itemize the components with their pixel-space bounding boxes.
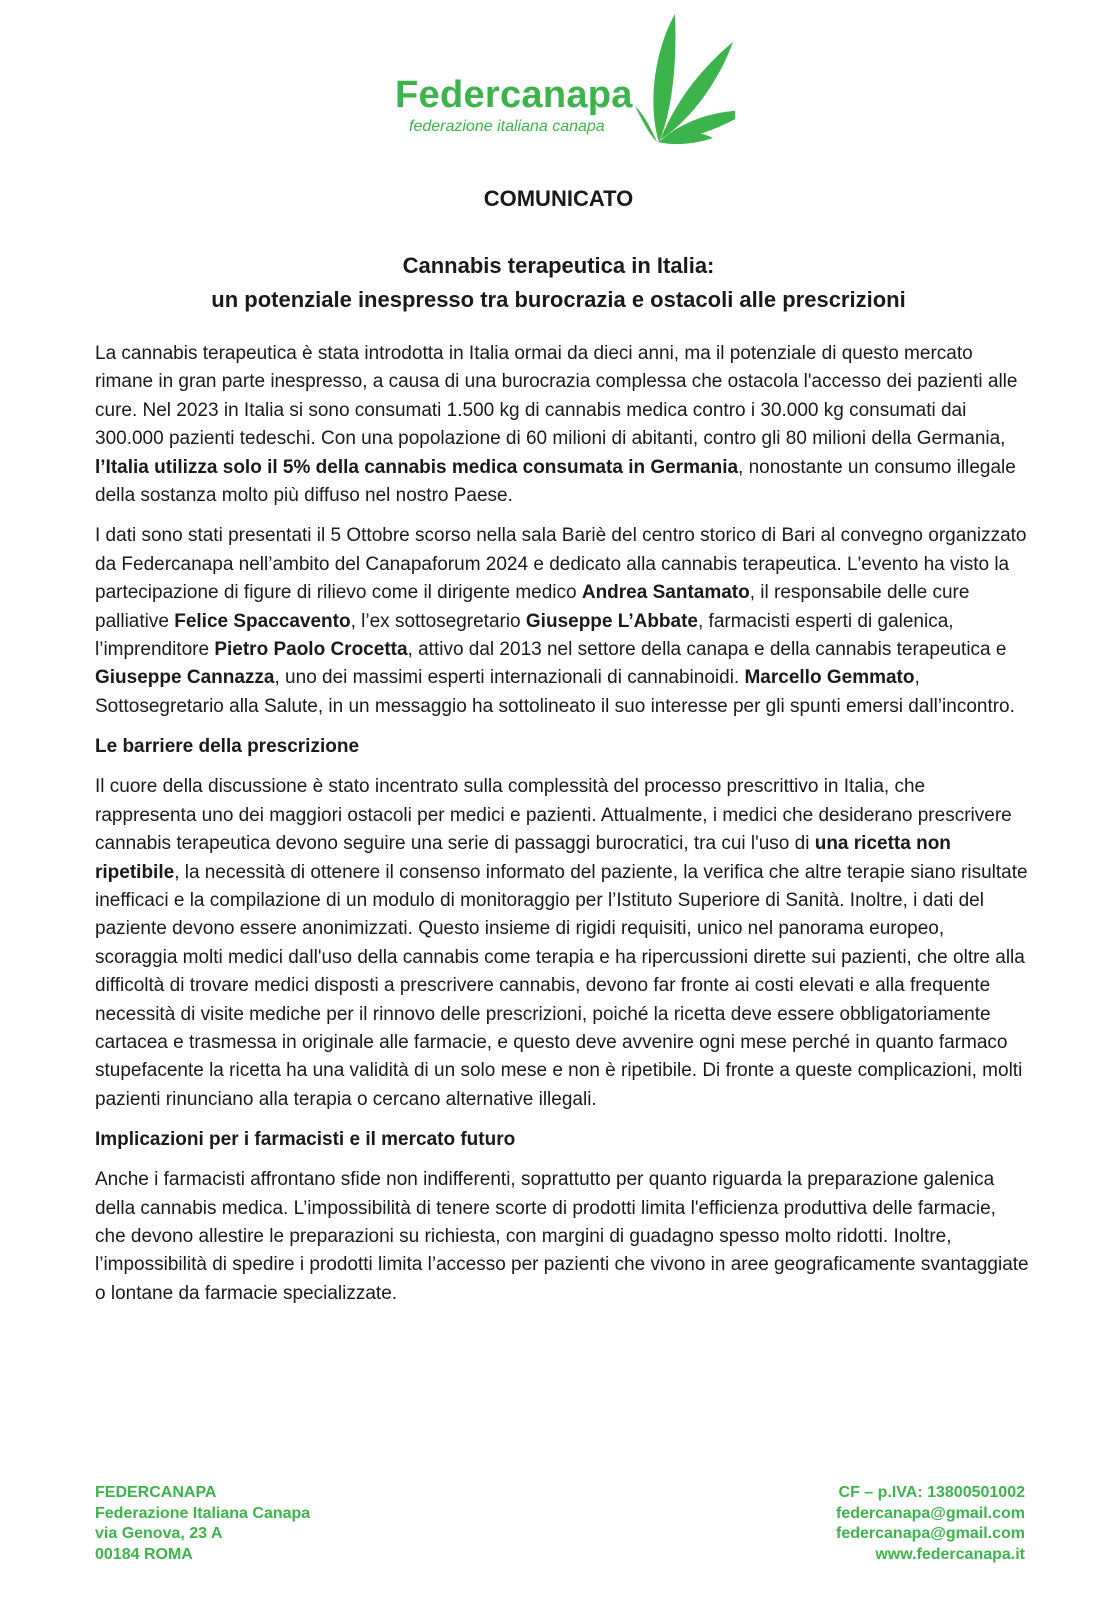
paragraph-event: I dati sono stati presentati il 5 Ottobre scorso nella sala Bariè del centro storico di Bari al convegno organizzato da Federcanapa nell’ambito del Canapaforum 2024 e dedicato alla cannabis terapeutica. L'evento ha visto la partecipazione di figure di rilievo come il dirigente medico Andrea Santamato, il responsabile delle cure palliative Felice Spaccavento, l’ex sottosegretario Giuseppe L’Abbate, farmacisti esperti di galenica, l’imprenditore Pietro Paolo Crocetta, attivo dal 2013 nel settore della canapa e della cannabis terapeutica e Giuseppe Cannazza, uno dei massimi esperti internazionali di cannabinoidi. Marcello Gemmato, Sottosegretario alla Salute, in un messaggio ha sottolineato il suo interesse per gli spunti emersi dall’incontro.: [95, 525, 1027, 717]
footer-contacts: [836, 1483, 1025, 1565]
footer-org-full-name: Federazione Italiana Canapa: [95, 1504, 311, 1522]
title-line-2: un potenziale inespresso tra burocrazia e ostacoli alle prescrizioni: [211, 287, 906, 312]
paragraph-pharmacists: Anche i farmacisti affrontano sfide non indifferenti, soprattutto per quanto riguarda la preparazione galenica della cannabis medica. L’impossibilità di tenere scorte di prodotti limita l'efficienza produttiva delle farmacie, che devono allestire le preparazioni su richiesta, con margini di guadagno spesso molto ridotti. Inoltre, l’impossibilità di spedire i prodotti limita l’accesso per pazienti che vivono in aree geograficamente svantaggiate o lontane da farmacie specializzate.: [95, 1169, 1029, 1304]
footer-org-name: FEDERCANAPA: [95, 1484, 217, 1501]
speaker-name: Giuseppe L’Abbate: [525, 610, 698, 632]
paragraph-intro: La cannabis terapeutica è stata introdotta in Italia ormai da dieci anni, ma il potenziale di questo mercato rimane in gran parte inespresso, a causa di una burocrazia complessa che ostacola l'accesso dei pazienti alle cure. Nel 2023 in Italia si sono consumati 1.500 kg di cannabis medica contro i 30.000 kg consumati dai 300.000 pazienti tedeschi. Con una popolazione di 60 milioni di abitanti, contro gli 80 milioni della Germania, l’Italia utilizza solo il 5% della cannabis medica consumata in Germania, nonostante un consumo illegale della sostanza molto più diffuso nel nostro Paese.: [95, 343, 1018, 507]
footer-email[interactable]: federcanapa@gmail.com: [836, 1504, 1025, 1522]
speaker-name: Pietro Paolo Crocetta: [214, 639, 408, 661]
logo-wordmark: Federcanapa: [395, 74, 633, 116]
title-line-1: Cannabis terapeutica in Italia:: [402, 253, 715, 278]
document-label: COMUNICATO: [483, 186, 634, 211]
paragraph-barriers: Il cuore della discussione è stato incentrato sulla complessità del processo prescrittivo in Italia, che rappresenta uno dei maggiori ostacoli per medici e pazienti. Attualmente, i medici che desiderano prescrivere cannabis terapeutica devono seguire una serie di passaggi burocratici, tra cui l'uso di una ricetta non ripetibile, la necessità di ottenere il consenso informato del paziente, la verifica che altre terapie siano risultate inefficaci e la compilazione di un modulo di monitoraggio per l’Istituto Superiore di Sanità. Inoltre, i dati del paziente devono essere anonimizzati. Questo insieme di rigidi requisiti, unico nel panorama europeo, scoraggia molti medici dall'uso della cannabis come terapia e ha ripercussioni dirette sui pazienti, che oltre alla difficoltà di trovare medici disposti a prescrivere cannabis, devono far fronte ai costi elevati e alla frequente necessità di visite mediche per il rinnovo delle prescrizioni, poiché la ricetta deve essere obbligatoriamente cartacea e trasmessa in originale alle farmacie, e questo deve avvenire ogni mese perché in quanto farmaco stupefacente la ricetta ha una validità di un solo mese e non è ripetibile. Di fronte a queste complicazioni, molti pazienti rinunciano alla terapia o cercano alternative illegali.: [95, 776, 1028, 1110]
cannabis-leaf-icon: [635, 14, 735, 149]
footer-website[interactable]: www.federcanapa.it: [875, 1545, 1025, 1563]
footer-email[interactable]: federcanapa@gmail.com: [836, 1525, 1025, 1542]
press-release-title: [0, 249, 1117, 317]
federcanapa-logo: [395, 14, 735, 154]
footer-tax-id: CF – p.IVA: 13800501002: [838, 1484, 1025, 1501]
footer-street: via Genova, 23 A: [95, 1525, 223, 1542]
speaker-name: Felice Spaccavento: [174, 610, 351, 632]
highlight-prescription: una ricetta non ripetibile: [95, 833, 951, 883]
speaker-name: Marcello Gemmato: [744, 667, 915, 689]
section-heading-barriers: Le barriere della prescrizione: [95, 736, 360, 758]
highlight-stat: l’Italia utilizza solo il 5% della cannabis medica consumata in Germania: [95, 456, 739, 478]
footer-city: 00184 ROMA: [95, 1545, 193, 1563]
footer-address: [95, 1483, 310, 1565]
body-content: [95, 340, 1030, 1320]
speaker-name: Giuseppe Cannazza: [95, 667, 275, 689]
section-heading-pharmacists: Implicazioni per i farmacisti e il mercato futuro: [95, 1129, 516, 1151]
speaker-name: Andrea Santamato: [581, 582, 750, 604]
logo-tagline: federazione italiana canapa: [409, 118, 605, 135]
